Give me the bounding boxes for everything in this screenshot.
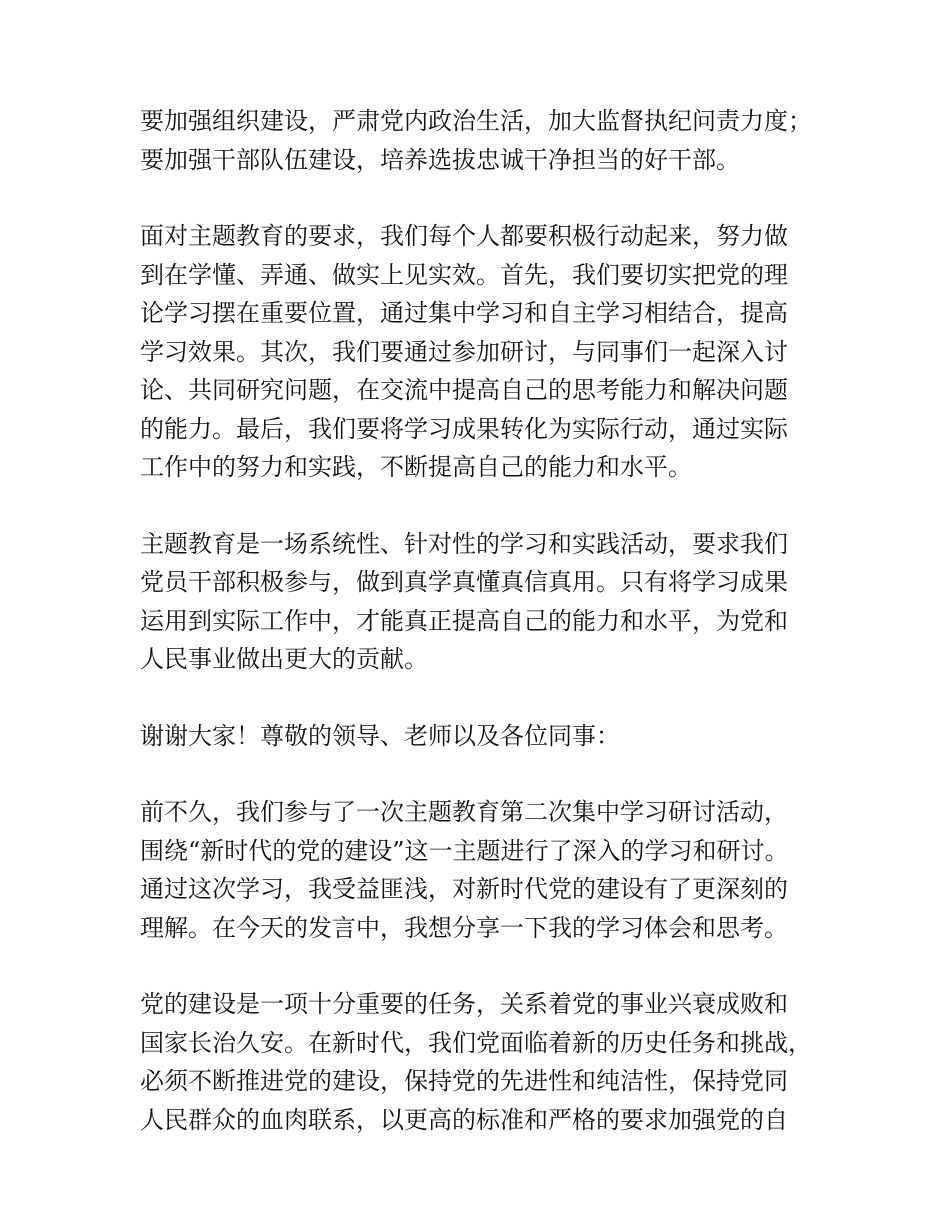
text-line: 通过这次学习，我受益匪浅，对新时代党的建设有了更深刻的 <box>140 875 788 903</box>
text-line: 到在学懂、弄通、做实上见实效。首先，我们要切实把党的理 <box>140 260 788 289</box>
paragraph-2 <box>140 217 830 487</box>
text-line: 党的建设是一项十分重要的任务，关系着党的事业兴衰成败和 <box>140 990 788 1018</box>
paragraph-6 <box>140 985 830 1139</box>
text-line: 国家长治久安。在新时代，我们党面临着新的历史任务和挑战， <box>140 1028 812 1057</box>
text-line: 运用到实际工作中，才能真正提高自己的能力和水平，为党和 <box>140 606 788 635</box>
text-line: 主题教育是一场系统性、针对性的学习和实践活动，要求我们 <box>140 529 788 558</box>
text-line: 人民事业做出更大的贡献。 <box>140 645 428 673</box>
text-line: 的能力。最后，我们要将学习成果转化为实际行动，通过实际 <box>140 414 788 443</box>
text-line: 工作中的努力和实践，不断提高自己的能力和水平。 <box>140 453 692 481</box>
document-body <box>140 102 830 1177</box>
text-line: 必须不断推进党的建设，保持党的先进性和纯洁性，保持党同 <box>140 1067 788 1095</box>
text-line: 党员干部积极参与，做到真学真懂真信真用。只有将学习成果 <box>140 568 788 596</box>
text-line: 面对主题教育的要求，我们每个人都要积极行动起来，努力做 <box>140 222 788 250</box>
paragraph-4 <box>140 717 830 756</box>
text-line: 学习效果。其次，我们要通过参加研讨，与同事们一起深入讨 <box>140 337 788 366</box>
text-line: 前不久，我们参与了一次主题教育第二次集中学习研讨活动， <box>140 798 788 826</box>
paragraph-3 <box>140 525 830 679</box>
text-line: 论、共同研究问题，在交流中提高自己的思考能力和解决问题 <box>140 376 788 404</box>
text-line: 围绕“新时代的党的建设”这一主题进行了深入的学习和研讨。 <box>140 836 789 865</box>
text-line: 理解。在今天的发言中，我想分享一下我的学习体会和思考。 <box>140 913 788 942</box>
paragraph-5 <box>140 793 830 947</box>
text-line: 论学习摆在重要位置，通过集中学习和自主学习相结合，提高 <box>140 299 788 327</box>
text-line: 要加强干部队伍建设，培养选拔忠诚干净担当的好干部。 <box>140 145 740 174</box>
text-line: 要加强组织建设，严肃党内政治生活，加大监督执纪问责力度； <box>140 107 812 135</box>
text-line: 人民群众的血肉联系，以更高的标准和严格的要求加强党的自 <box>140 1105 788 1134</box>
text-line: 谢谢大家！尊敬的领导、老师以及各位同事： <box>140 721 620 750</box>
paragraph-1 <box>140 102 830 179</box>
